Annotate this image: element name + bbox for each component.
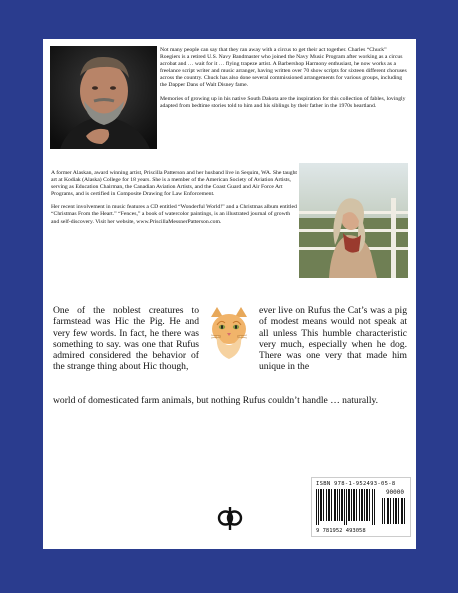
illustrator-bio <box>51 170 297 232</box>
price-code: 90000 <box>385 489 404 496</box>
publisher-logo <box>217 505 243 531</box>
price-bars <box>382 498 406 524</box>
barcode-digits: 9 781952 493058 <box>316 528 366 534</box>
author-bio <box>160 47 408 116</box>
author-photo <box>50 46 157 149</box>
story-closing-line: world of domesticated farm animals, but nothing Rufus couldn’t handle … naturally. <box>53 395 379 406</box>
author-bio-paragraph: Memories of growing up in his native South Dakota are the inspiration for this collection of fables, lovingly adapted from bedtime stories told to him and his siblings by their father in the 1970s heartland. <box>160 95 406 109</box>
illustrator-photo <box>299 163 408 278</box>
cat-illustration <box>203 305 255 360</box>
barcode-bars <box>316 489 378 525</box>
story-left-column: One of the noblest creatures to farmstead was Hic the Pig. He and very few words. In fact, he there was something to say. was one that Rufus admired considered the behavior of the strange thing about Hic though, <box>53 305 199 373</box>
isbn-text: ISBN 978-1-952493-05-8 <box>316 481 396 487</box>
illustrator-bio-paragraph: Her recent involvement in music features a CD entitled “Wonderful World!” and a Christmas album entitled “Christmas From the Heart.” “Fences,” a book of watercolor paintings, is an illustrated journal of growth and self-discovery. Visit her website, www.PriscillaMessnerPatterson.com. <box>51 204 297 225</box>
story-right-column: ever live on Rufus the Cat’s was a pig of modest means would not speak at all unless This humble characteristic very much, especially when he dog. There was one very that made him unique in the <box>259 305 407 373</box>
back-cover-panel <box>43 39 416 549</box>
barcode <box>311 477 411 537</box>
author-bio-paragraph: Not many people can say that they ran away with a circus to get their act together. Charles “Chuck” Roegiers is a retired U.S. Navy Bandmaster who joined the Navy Music Program after working as a circus acrobat and … wait for it … flying trapeze artist. A Barbershop Harmony enthusiast, he now works as a freelance script writer and music arranger, having written over 70 show scripts for sixteen different choruses across the country. Chuck has also done several commissioned arrangements for various groups, including the Dapper Dans of Walt Disney fame. <box>160 47 407 89</box>
illustrator-bio-paragraph: A former Alaskan, award winning artist, Priscilla Patterson and her husband live in Sequim, WA. She taught art at Kodiak (Alaska) College for 18 years. She is a member of the American Society of Aviation Artists, serving as Education Chairman, the Canadian Aviation Artists, and the Coast Guard and Air Force Art Programs, and is certified in Composite Drawing for Law Enforcement. <box>51 170 297 198</box>
